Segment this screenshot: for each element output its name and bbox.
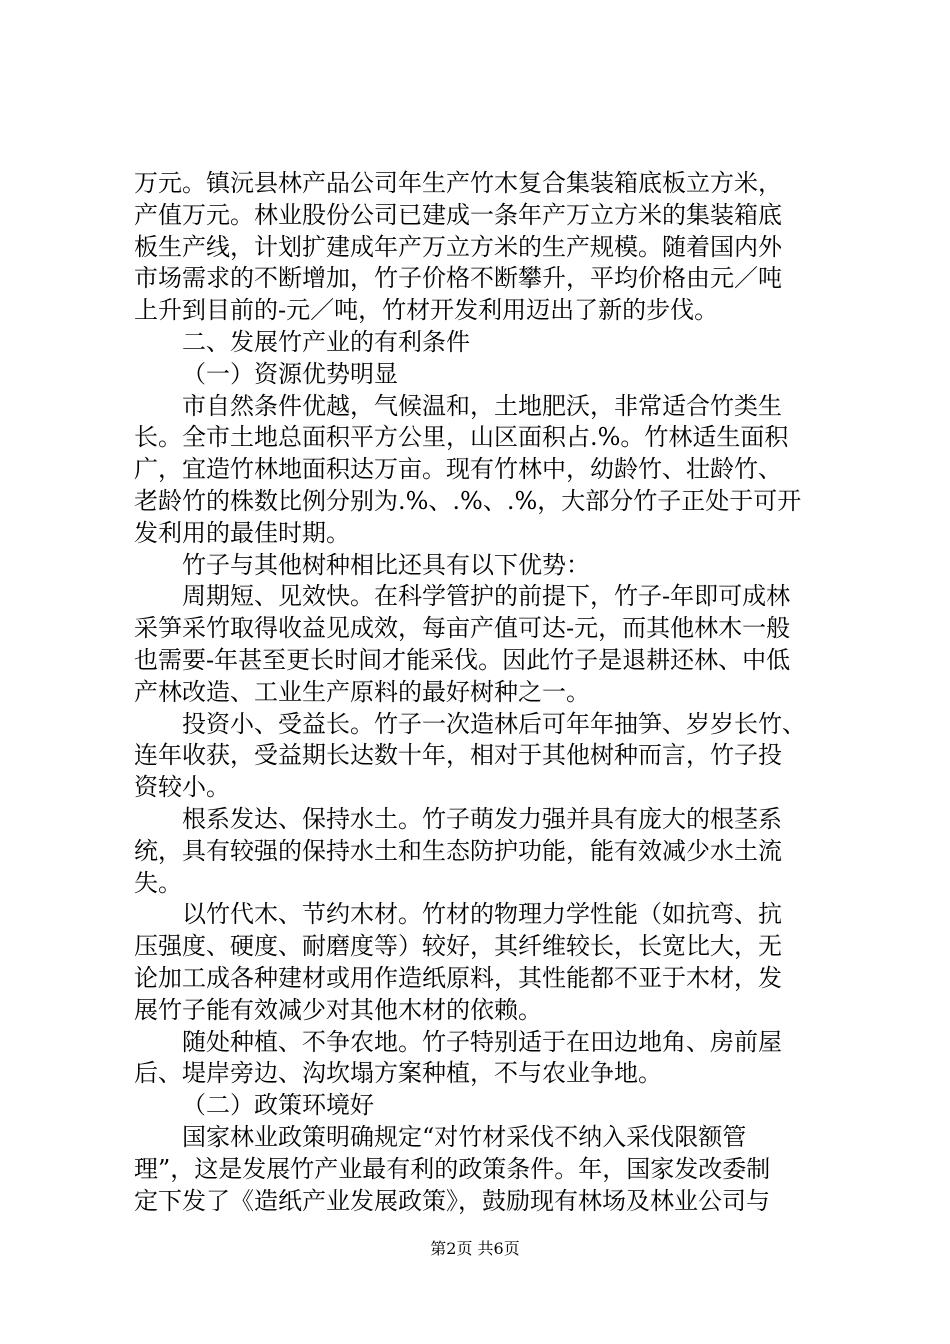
text-line: 理”，这是发展竹产业最有利的政策条件。年，国家发改委制 (134, 1154, 771, 1183)
text-line: 长。全市土地总面积平方公里，山区面积占.%。竹林适生面积 (134, 423, 789, 452)
text-line: （一）资源优势明显 (182, 359, 398, 388)
text-line: 以竹代木、节约木材。竹材的物理力学性能（如抗弯、抗 (182, 900, 782, 929)
page-footer: 第2页 共6页 (430, 1239, 520, 1258)
text-line: 资较小。 (134, 773, 230, 802)
text-line: 也需要-年甚至更长时间才能采伐。因此竹子是退耕还林、中低 (134, 645, 791, 674)
text-line: 周期短、见效快。在科学管护的前提下，竹子-年即可成林 (182, 582, 791, 611)
text-line: 市自然条件优越，气候温和，土地肥沃，非常适合竹类生 (182, 391, 782, 420)
text-line: （二）政策环境好 (182, 1091, 374, 1120)
text-line: 定下发了《造纸产业发展政策》，鼓励现有林场及林业公司与 (134, 1186, 770, 1215)
text-line: 产林改造、工业生产原料的最好树种之一。 (134, 677, 590, 706)
text-line: 上升到目前的-元／吨，竹材开发利用迈出了新的步伐。 (134, 296, 719, 325)
text-line: 连年收获，受益期长达数十年，相对于其他树种而言，竹子投 (134, 741, 782, 770)
text-line: 投资小、受益长。竹子一次造林后可年年抽笋、岁岁长竹、 (182, 709, 806, 738)
document-body (134, 168, 834, 1217)
text-line: 随处种植、不争农地。竹子特别适于在田边地角、房前屋 (182, 1027, 782, 1056)
text-line: 发利用的最佳时期。 (134, 518, 350, 547)
text-line: 国家林业政策明确规定“对竹材采伐不纳入采伐限额管 (182, 1122, 747, 1151)
text-line: 二、发展竹产业的有利条件 (182, 327, 470, 356)
text-line: 万元。镇沅县林产品公司年生产竹木复合集装箱底板立方米， (134, 169, 782, 197)
text-line: 采笋采竹取得收益见成效，每亩产值可达-元，而其他林木一般 (134, 614, 791, 643)
text-line: 压强度、硬度、耐磨度等）较好，其纤维较长，长宽比大，无 (134, 932, 782, 961)
text-line: 市场需求的不断增加，竹子价格不断攀升，平均价格由元／吨 (134, 264, 782, 293)
text-line: 失。 (134, 868, 182, 897)
text-line: 论加工成各种建材或用作造纸原料，其性能都不亚于木材，发 (134, 963, 782, 992)
text-line: 老龄竹的株数比例分别为.%、.%、.%，大部分竹子正处于可开 (134, 486, 802, 515)
text-line: 统，具有较强的保持水土和生态防护功能，能有效减少水土流 (134, 836, 782, 865)
text-line: 根系发达、保持水土。竹子萌发力强并具有庞大的根茎系 (182, 804, 782, 833)
text-line: 后、堤岸旁边、沟坎塌方案种植，不与农业争地。 (134, 1059, 662, 1088)
text-line: 展竹子能有效减少对其他木材的依赖。 (134, 995, 542, 1024)
text-line: 产值万元。林业股份公司已建成一条年产万立方米的集装箱底 (134, 200, 782, 229)
text-line: 广，宜造竹林地面积达万亩。现有竹林中，幼龄竹、壮龄竹、 (134, 455, 782, 484)
text-line: 板生产线，计划扩建成年产万立方米的生产规模。随着国内外 (134, 232, 782, 261)
text-line: 竹子与其他树种相比还具有以下优势： (182, 550, 590, 579)
